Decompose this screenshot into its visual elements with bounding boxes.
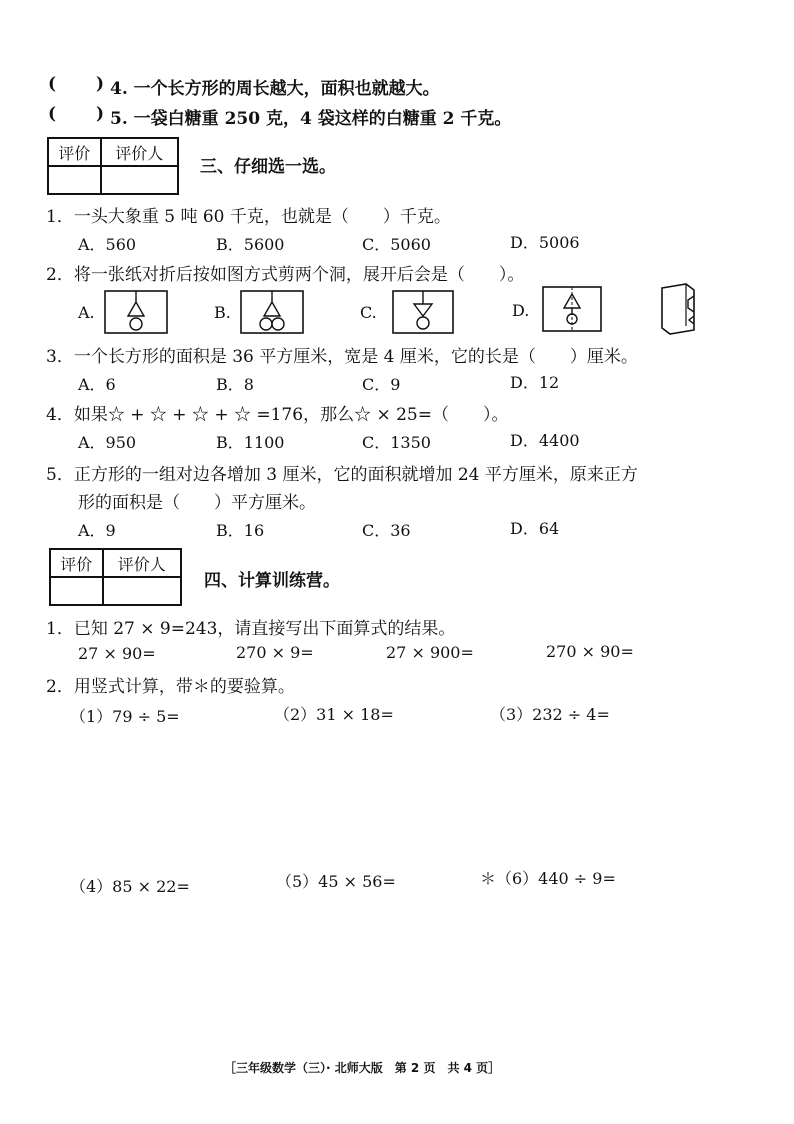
s3-q1-option-c[interactable]: C．5060 xyxy=(362,235,431,254)
s3-q2-option-c-label[interactable]: C. xyxy=(360,303,377,322)
s4-q1-item-2[interactable]: 270 × 9= xyxy=(236,643,314,662)
s4-q1-item-1[interactable]: 27 × 90= xyxy=(78,644,156,663)
s3-q1-option-b[interactable]: B．5600 xyxy=(216,235,285,254)
s3-q4-stem: 4．如果☆ + ☆ + ☆ + ☆ =176，那么☆ × 25=（ ）。 xyxy=(46,405,509,425)
eval-header-score: 评价 xyxy=(48,138,101,166)
s3-q2-stem: 2．将一张纸对折后按如图方式剪两个洞，展开后会是（ ）。 xyxy=(46,265,525,285)
eval-header-score: 评价 xyxy=(50,549,103,577)
s3-q5-option-d[interactable]: D．64 xyxy=(510,519,560,538)
s3-q2-option-a-label[interactable]: A. xyxy=(78,303,95,322)
s3-q5-option-c[interactable]: C．36 xyxy=(362,521,411,540)
s4-q2-stem: 2．用竖式计算，带＊的要验算。 xyxy=(46,677,295,697)
page-footer: ［三年级数学（三）· 北师大版 第 2 页 共 4 页］ xyxy=(224,1061,501,1075)
judge-q4-text: 4. 一个长方形的周长越大，面积也就越大。 xyxy=(110,79,440,99)
s4-q2-item-3[interactable]: （3）232 ÷ 4= xyxy=(490,705,610,724)
s3-q3-option-a[interactable]: A．6 xyxy=(78,375,116,394)
judge-q4-paren-open: ( xyxy=(48,74,57,94)
s4-q1-stem: 1．已知 27 × 9=243，请直接写出下面算式的结果。 xyxy=(46,619,456,639)
eval-score-cell[interactable] xyxy=(48,166,101,194)
s3-q2-option-d-label[interactable]: D. xyxy=(512,301,530,320)
s3-q2-option-b-figure xyxy=(240,290,304,334)
judge-q5-text: 5. 一袋白糖重 250 克，4 袋这样的白糖重 2 千克。 xyxy=(110,109,512,129)
s3-q3-option-c[interactable]: C．9 xyxy=(362,375,401,394)
s4-q2-item-6[interactable]: ＊（6）440 ÷ 9= xyxy=(480,869,616,888)
evaluation-table-section3 xyxy=(47,137,179,195)
s4-q2-item-5[interactable]: （5）45 × 56= xyxy=(276,872,396,891)
eval-header-evaluator: 评价人 xyxy=(103,549,181,577)
judge-q5-paren-close: ) xyxy=(96,104,105,124)
s3-q4-option-d[interactable]: D．4400 xyxy=(510,431,580,450)
section4-title: 四、计算训练营。 xyxy=(204,571,340,591)
s3-q2-option-a-figure xyxy=(104,290,168,334)
s4-q2-item-2[interactable]: （2）31 × 18= xyxy=(274,705,394,724)
s3-q3-option-b[interactable]: B．8 xyxy=(216,375,254,394)
s4-q1-item-3[interactable]: 27 × 900= xyxy=(386,643,474,662)
judge-q5-paren-open: ( xyxy=(48,104,57,124)
s4-q2-item-4[interactable]: （4）85 × 22= xyxy=(70,877,190,896)
s3-q2-option-b-label[interactable]: B. xyxy=(214,303,231,322)
s3-q4-option-b[interactable]: B．1100 xyxy=(216,433,285,452)
eval-evaluator-cell[interactable] xyxy=(103,577,181,605)
s3-q5-option-b[interactable]: B．16 xyxy=(216,521,265,540)
judge-q4-paren-close: ) xyxy=(96,74,105,94)
s3-q1-option-a[interactable]: A．560 xyxy=(78,235,137,254)
s3-q4-option-c[interactable]: C．1350 xyxy=(362,433,431,452)
s3-q2-option-d-figure xyxy=(542,286,602,332)
s4-q1-item-4[interactable]: 270 × 90= xyxy=(546,642,634,661)
s3-q3-stem: 3．一个长方形的面积是 36 平方厘米，宽是 4 厘米，它的长是（ ）厘米。 xyxy=(46,347,638,367)
eval-evaluator-cell[interactable] xyxy=(101,166,178,194)
s3-q5-stem-line1: 5．正方形的一组对边各增加 3 厘米，它的面积就增加 24 平方厘米，原来正方 xyxy=(46,465,638,485)
evaluation-table-section4 xyxy=(49,548,182,606)
s3-q5-stem-line2: 形的面积是（ ）平方厘米。 xyxy=(78,493,316,513)
s3-q1-option-d[interactable]: D．5006 xyxy=(510,233,580,252)
s3-q4-option-a[interactable]: A．950 xyxy=(78,433,137,452)
eval-header-evaluator: 评价人 xyxy=(101,138,178,166)
s3-q5-option-a[interactable]: A．9 xyxy=(78,521,116,540)
s3-q1-stem: 1．一头大象重 5 吨 60 千克，也就是（ ）千克。 xyxy=(46,207,451,227)
section3-title: 三、仔细选一选。 xyxy=(200,157,336,177)
folded-paper-figure xyxy=(658,282,698,336)
s3-q3-option-d[interactable]: D．12 xyxy=(510,373,560,392)
s3-q2-option-c-figure xyxy=(392,290,454,334)
eval-score-cell[interactable] xyxy=(50,577,103,605)
s4-q2-item-1[interactable]: （1）79 ÷ 5= xyxy=(70,707,180,726)
